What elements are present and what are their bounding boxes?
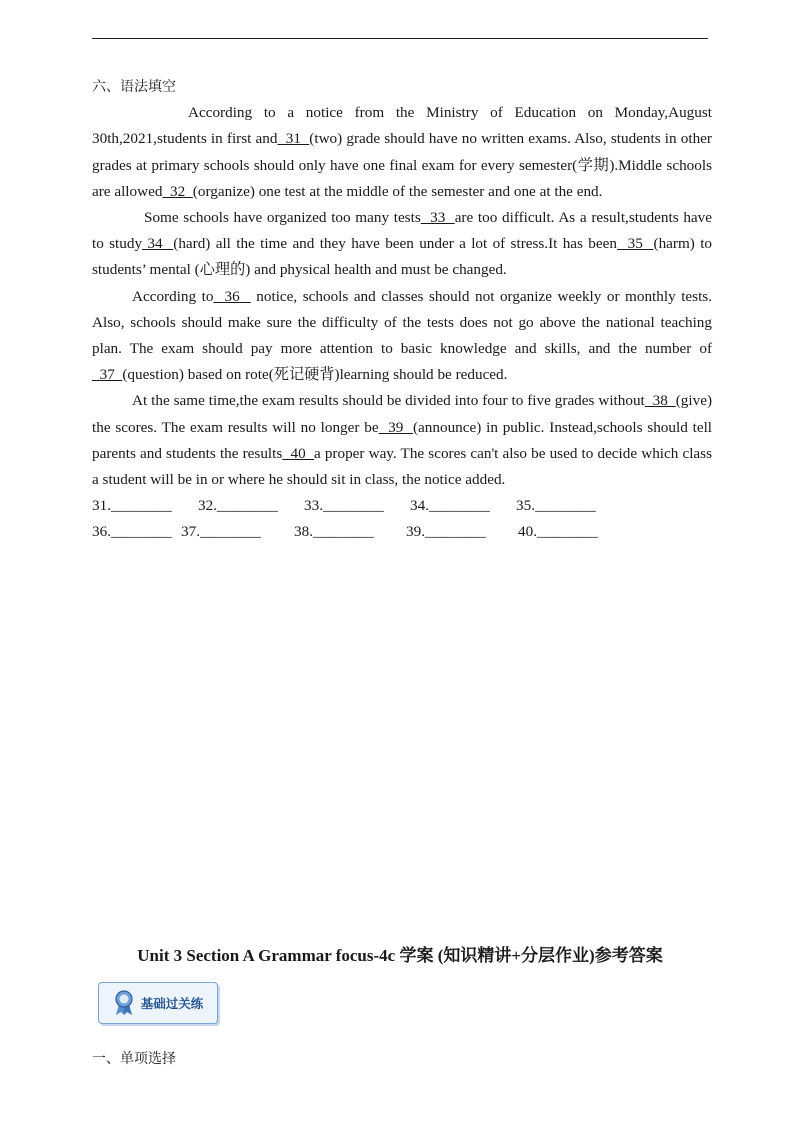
paragraph-2: Some schools have organized too many tests 33 are too difficult. As a result,students have to study 34 (hard) all the time and they have been under a lot of stress.It has been 35 (harm) to students’ mental (心理的) and physical health and must be changed. <box>92 209 713 279</box>
answer-key-title: Unit 3 Section A Grammar focus-4c 学案 (知识精讲+分层作业)参考答案 <box>137 946 663 965</box>
paragraph-1: According to a notice from the Ministry of Education on Monday,August 30th,2021,students in first and 31 (two) grade should have no written exams. Also, students in other grades at primary schools should only have one final exam for every semester(学期).Middle schools are allowed 32 (organize) one test at the middle of the semester and one at the end. <box>92 104 712 200</box>
answer-row-1 <box>92 493 712 519</box>
answer-line-39: 39.________ <box>406 523 486 541</box>
blank-36: 36 <box>213 287 251 305</box>
blank-34: 34 <box>142 235 174 253</box>
answer-line-33: 33.________ <box>304 497 384 515</box>
answer-line-38: 38.________ <box>294 523 374 541</box>
answer-lines <box>92 493 712 545</box>
grammar-fill-section <box>92 74 712 546</box>
answer-row-2 <box>92 519 712 545</box>
answer-line-40: 40.________ <box>518 523 598 541</box>
header-rule <box>92 38 708 39</box>
badge-label: 基础过关练 <box>140 996 204 1011</box>
blank-37: 37 <box>92 366 123 384</box>
blank-32: 32 <box>162 182 193 200</box>
blank-40: 40 <box>282 444 314 462</box>
section-heading: 六、语法填空 <box>92 79 176 95</box>
blank-39: 39 <box>378 418 413 436</box>
answer-line-31: 31.________ <box>92 497 172 515</box>
blank-35: 35 <box>616 235 654 253</box>
paragraph-4: At the same time,the exam results should be divided into four to five grades without 38 (give) the scores. The exam results will no longer be 39 (announce) in public. Instead,schools should tell parents and students the results 40 a proper way. The scores can't also be used to decide which class a student will be in or where he should sit in class, the notice added. <box>92 392 713 489</box>
medal-icon <box>113 990 135 1016</box>
answer-line-35: 35.________ <box>516 497 596 515</box>
basic-practice-badge <box>98 982 218 1024</box>
multiple-choice-heading: 一、单项选择 <box>92 1051 176 1067</box>
blank-31: 31 <box>277 130 310 148</box>
answer-line-34: 34.________ <box>410 497 490 515</box>
blank-38: 38 <box>644 392 676 410</box>
answer-line-36: 36.________ <box>92 523 172 541</box>
paragraph-3: According to 36 notice, schools and classes should not organize weekly or monthly tests. Also, schools should make sure the difficulty of the tests does not go above the national teaching plan. The exam should pay more attention to basic knowledge and skills, and the number of 37 (question) based on rote(死记硬背)learning should be reduced. <box>92 287 713 384</box>
blank-33: 33 <box>420 209 455 227</box>
answer-line-37: 37.________ <box>181 523 261 541</box>
answer-line-32: 32.________ <box>198 497 278 515</box>
